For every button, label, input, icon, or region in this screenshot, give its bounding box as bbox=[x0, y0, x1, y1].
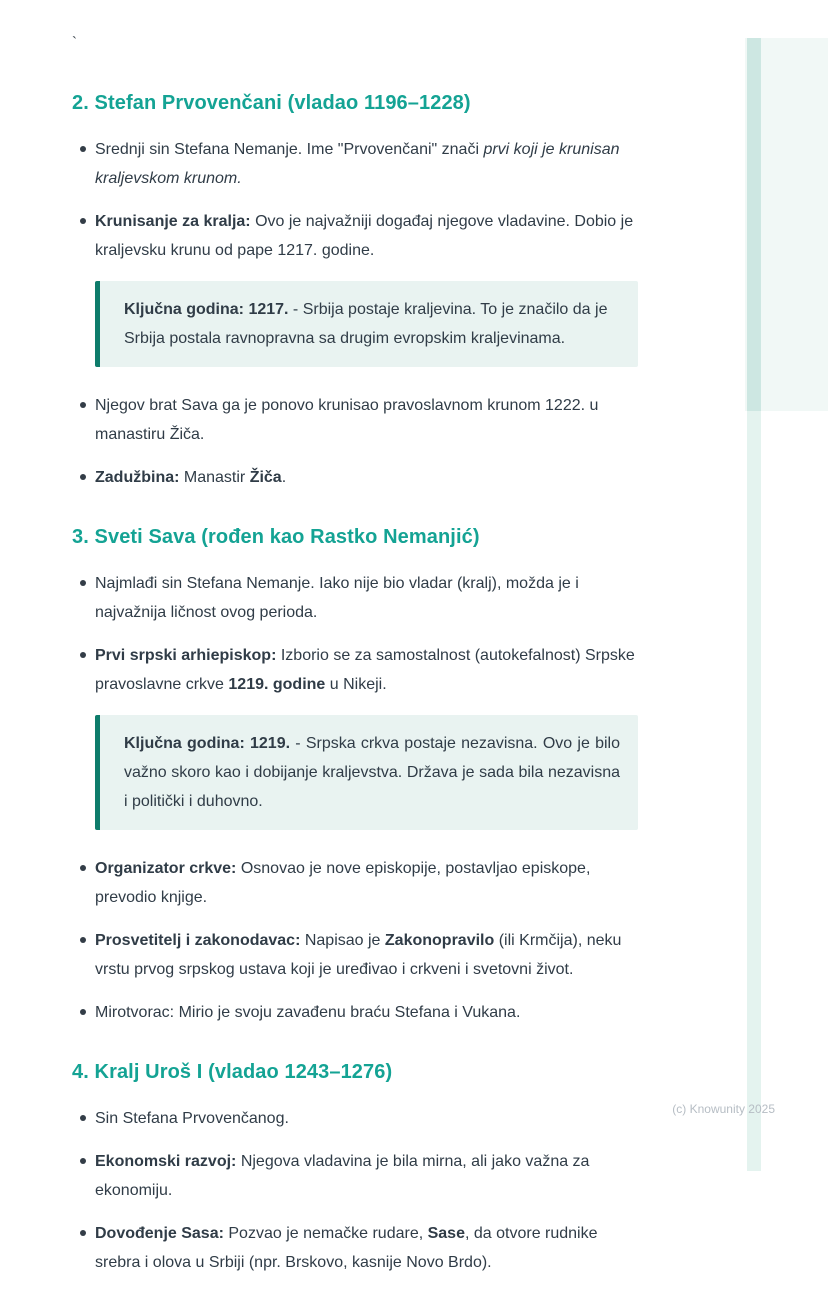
list-item bbox=[72, 391, 638, 449]
key-year-callout bbox=[95, 281, 638, 367]
bullet-icon bbox=[80, 402, 86, 408]
text-run: Organizator crkve: bbox=[95, 860, 237, 877]
bullet-icon bbox=[80, 474, 86, 480]
text-run: Ključna godina: 1217. bbox=[124, 301, 289, 318]
text-run: Ekonomski razvoj: bbox=[95, 1153, 237, 1170]
list-item-text bbox=[95, 207, 638, 265]
text-run: Žiča bbox=[249, 469, 282, 486]
text-run: Njegov brat Sava ga je ponovo krunisao pravoslavnom krunom 1222. u manastiru Žiča. bbox=[95, 397, 599, 443]
list-item-text bbox=[95, 135, 638, 193]
list-item-text bbox=[95, 998, 638, 1027]
list-item-text bbox=[95, 569, 638, 627]
text-run: Najmlađi sin Stefana Nemanje. Iako nije bio vladar (kralj), možda je i najvažnija ličnost ovog perioda. bbox=[95, 575, 579, 621]
list-item bbox=[72, 641, 638, 699]
text-run: Sase bbox=[427, 1225, 465, 1242]
bullet-icon bbox=[80, 1115, 86, 1121]
bullet-icon bbox=[80, 937, 86, 943]
list-item bbox=[72, 926, 638, 984]
text-run: , da otvore rudnike srebra i olova u Srbiji (npr. Brskovo, kasnije Novo Brdo). bbox=[95, 1225, 598, 1271]
list-item-text bbox=[95, 1147, 638, 1205]
list-item bbox=[72, 1147, 638, 1205]
bullet-icon bbox=[80, 652, 86, 658]
text-run: Napisao je bbox=[300, 932, 385, 949]
bullet-icon bbox=[80, 146, 86, 152]
text-run: - Srpska crkva postaje nezavisna. Ovo je bilo važno skoro kao i dobijanje kraljevstva. Država je sada bila nezavisna i politički i duhovno. bbox=[124, 735, 620, 810]
text-run: Pozvao je nemačke rudare, bbox=[223, 1225, 428, 1242]
section-heading-stefan-prvovencani: 2. Stefan Prvovenčani (vladao 1196–1228) bbox=[72, 92, 471, 114]
list-item-text bbox=[95, 854, 638, 912]
text-run: Osnovao je nove episkopije, postavljao episkope, prevodio knjige. bbox=[95, 860, 591, 906]
list-item bbox=[72, 1219, 638, 1277]
text-run: prvi koji je krunisan kraljevskom krunom. bbox=[95, 141, 620, 187]
bullet-icon bbox=[80, 1230, 86, 1236]
list-item bbox=[72, 569, 638, 627]
section-heading-kralj-uros: 4. Kralj Uroš I (vladao 1243–1276) bbox=[72, 1061, 393, 1083]
bullet-icon bbox=[80, 218, 86, 224]
list-item-text bbox=[95, 641, 638, 699]
callout-text bbox=[124, 295, 620, 353]
bullet-icon bbox=[80, 865, 86, 871]
text-run: Ovo je najvažniji događaj njegove vladavine. Dobio je kraljevsku krunu od pape 1217. godine. bbox=[95, 213, 634, 259]
list-item-text bbox=[95, 926, 638, 984]
list-item bbox=[72, 207, 638, 265]
text-run: 1219. godine bbox=[228, 676, 326, 693]
text-run: Ključna godina: 1219. bbox=[124, 735, 291, 752]
bullet-icon bbox=[80, 1009, 86, 1015]
text-run: Izborio se za samostalnost (autokefalnost) Srpske pravoslavne crkve bbox=[95, 647, 635, 693]
list-item-text bbox=[95, 1104, 638, 1133]
list-item bbox=[72, 135, 638, 193]
list-item bbox=[72, 854, 638, 912]
list-item bbox=[72, 1104, 638, 1133]
text-run: Mirotvorac: Mirio je svoju zavađenu braću Stefana i Vukana. bbox=[95, 1004, 521, 1021]
list-item-text bbox=[95, 463, 638, 492]
text-run: Srednji sin Stefana Nemanje. Ime "Prvovenčani" znači bbox=[95, 141, 484, 158]
callout-text bbox=[124, 729, 620, 816]
knowunity-watermark: (c) Knowunity 2025 bbox=[672, 1102, 775, 1116]
text-run: Manastir bbox=[179, 469, 250, 486]
text-run: u Nikeji. bbox=[325, 676, 387, 693]
text-run: - Srbija postaje kraljevina. To je značilo da je Srbija postala ravnopravna sa drugim evropskim kraljevinama. bbox=[124, 301, 608, 347]
notes-content bbox=[72, 92, 638, 1291]
scrollbar-thumb[interactable] bbox=[747, 38, 761, 411]
text-run: Sin Stefana Prvovenčanog. bbox=[95, 1110, 289, 1127]
text-run: Njegova vladavina je bila mirna, ali jako važna za ekonomiju. bbox=[95, 1153, 590, 1199]
list-item bbox=[72, 998, 638, 1027]
text-run: Zadužbina: bbox=[95, 469, 180, 486]
list-item-text bbox=[95, 391, 638, 449]
stray-backtick: ` bbox=[72, 34, 77, 51]
text-run: Zakonopravilo bbox=[384, 932, 495, 949]
bullet-icon bbox=[80, 1158, 86, 1164]
scrollbar-track[interactable] bbox=[747, 38, 761, 1171]
text-run: Prosvetitelj i zakonodavac: bbox=[95, 932, 301, 949]
list-item-text bbox=[95, 1219, 638, 1277]
bullet-icon bbox=[80, 580, 86, 586]
text-run: (ili Krmčija), neku vrstu prvog srpskog ustava koji je uređivao i crkveni i svetovni život. bbox=[95, 932, 622, 978]
list-item bbox=[72, 463, 638, 492]
text-run: Krunisanje za kralja: bbox=[95, 213, 251, 230]
text-run: . bbox=[281, 469, 287, 486]
text-run: Prvi srpski arhiepiskop: bbox=[95, 647, 277, 664]
section-heading-sveti-sava: 3. Sveti Sava (rođen kao Rastko Nemanjić) bbox=[72, 526, 480, 548]
key-year-callout bbox=[95, 715, 638, 830]
text-run: Dovođenje Sasa: bbox=[95, 1225, 224, 1242]
